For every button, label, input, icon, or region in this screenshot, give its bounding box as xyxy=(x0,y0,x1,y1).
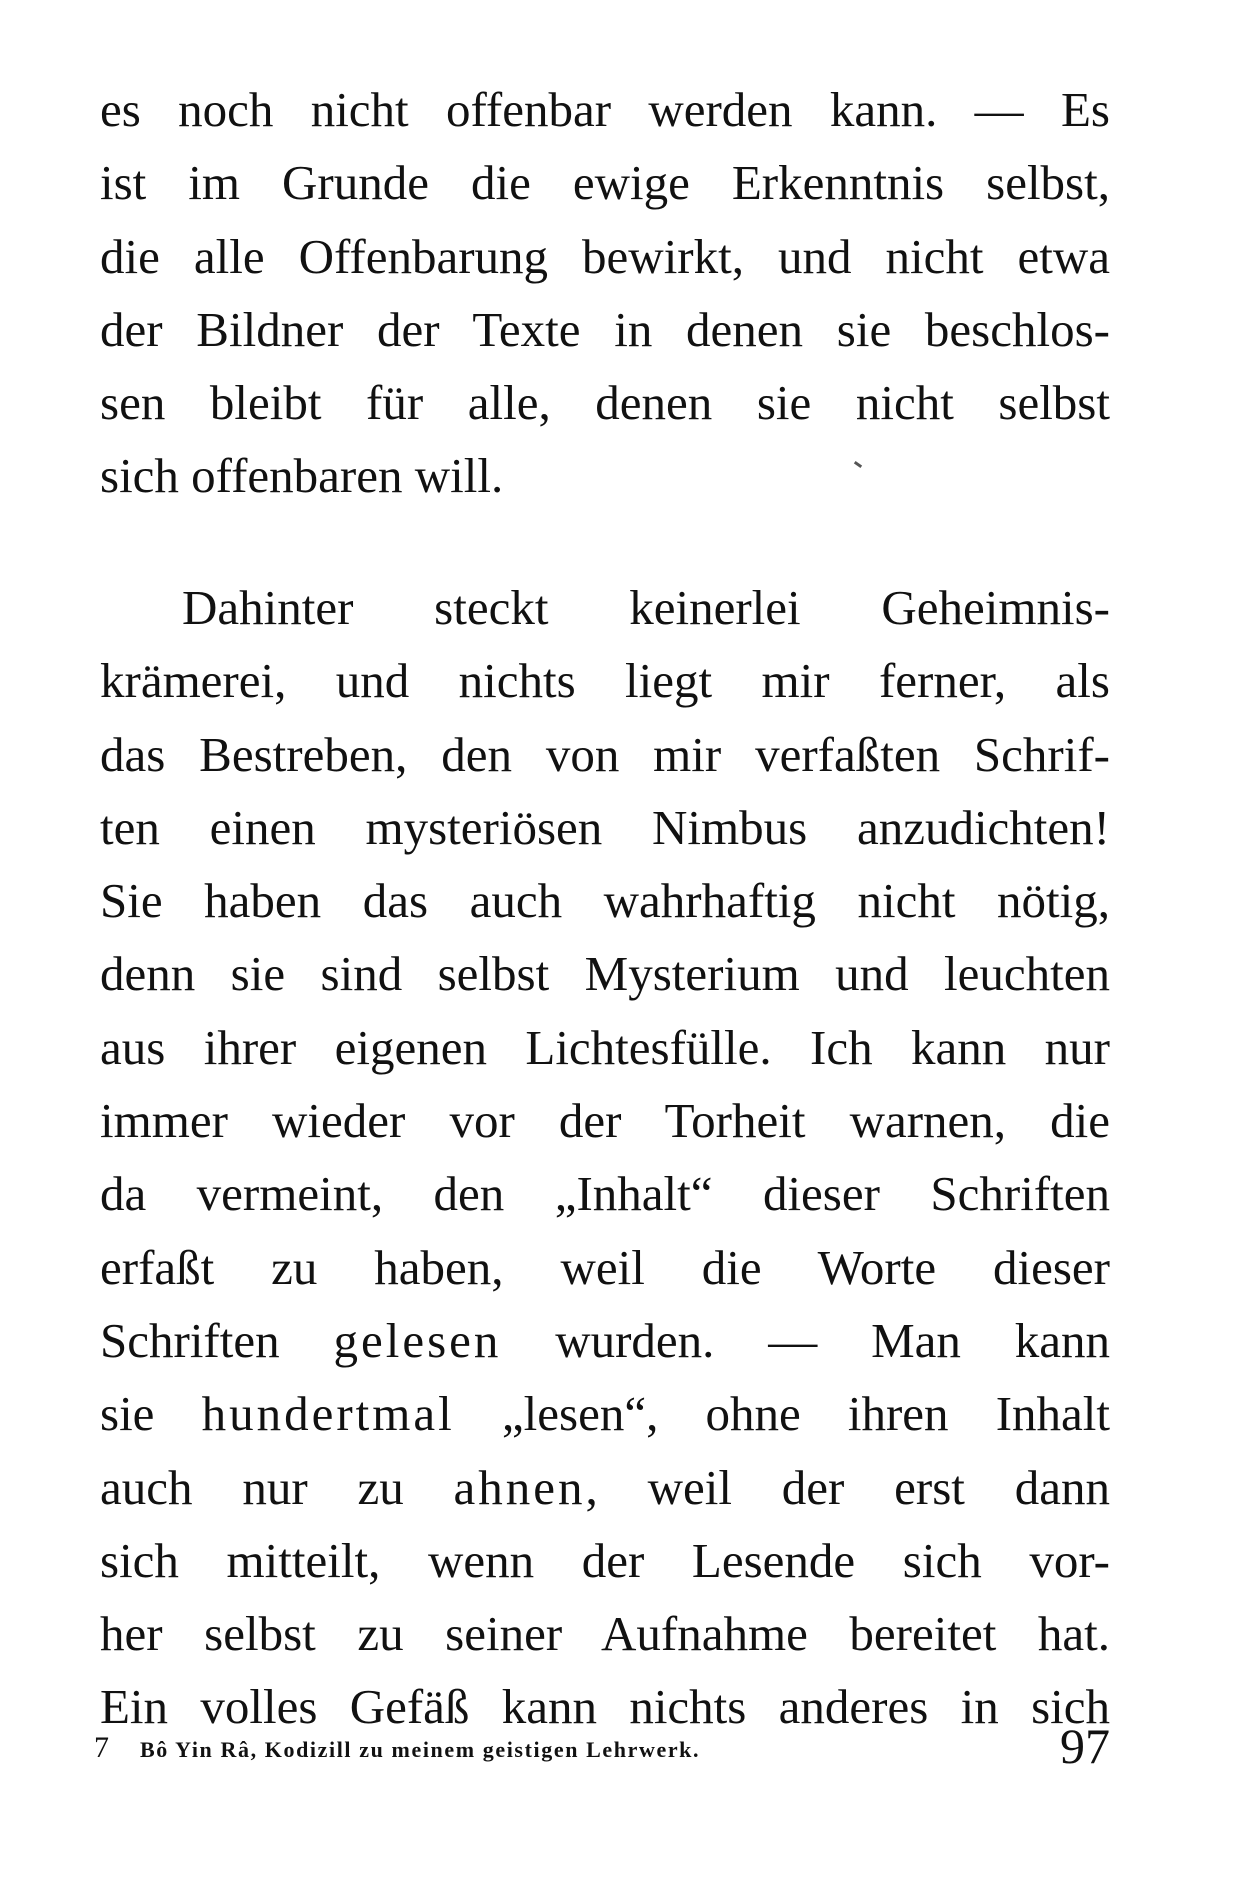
text-fragment: Schriften xyxy=(100,1312,334,1368)
text-line xyxy=(100,1377,1110,1450)
signature-title: Bô Yin Râ, Kodizill zu meinem geistigen Lehrwerk. xyxy=(140,1737,701,1762)
signature-mark: 7 xyxy=(94,1731,109,1764)
text-line: ist im Grunde die ewige Erkenntnis selbst, xyxy=(100,155,1110,211)
paragraph-2 xyxy=(100,571,1110,1744)
emphasized-word: gelesen xyxy=(333,1312,502,1368)
text-line: die alle Offenbarung bewirkt, und nicht etwa xyxy=(100,228,1110,284)
paragraph-1 xyxy=(100,73,1110,513)
text-line xyxy=(100,1304,1110,1377)
text-line: das Bestreben, den von mir verfaßten Schrif- xyxy=(100,726,1110,782)
text-line: immer wieder vor der Torheit warnen, die xyxy=(100,1093,1110,1149)
text-line: aus ihrer eigenen Lichtesfülle. Ich kann nur xyxy=(100,1019,1110,1075)
text-line: sich offenbaren will. xyxy=(100,448,504,504)
text-line: ten einen mysteriösen Nimbus anzudichten! xyxy=(100,799,1110,855)
text-line: Sie haben das auch wahrhaftig nicht nötig, xyxy=(100,873,1110,929)
text-line: Ein volles Gefäß kann nichts anderes in sich xyxy=(100,1679,1110,1735)
text-line: krämerei, und nichts liegt mir ferner, als xyxy=(100,653,1110,709)
text-fragment: , weil der erst dann xyxy=(585,1459,1110,1515)
text-line: es noch nicht offenbar werden kann. — Es xyxy=(100,82,1110,137)
page-footer xyxy=(94,1716,1110,1776)
text-line: sich mitteilt, wenn der Lesende sich vor- xyxy=(100,1532,1110,1588)
text-fragment: wurden. — Man kann xyxy=(501,1312,1110,1368)
text-fragment: sie xyxy=(100,1386,202,1442)
text-line: denn sie sind selbst Mysterium und leuchten xyxy=(100,946,1110,1002)
text-line: her selbst zu seiner Aufnahme bereitet hat. xyxy=(100,1606,1110,1662)
text-line: der Bildner der Texte in denen sie beschlos- xyxy=(100,301,1110,357)
text-line: Dahinter steckt keinerlei Geheimnis- xyxy=(182,580,1110,635)
emphasized-word: hundertmal xyxy=(201,1386,455,1442)
text-fragment: auch nur zu xyxy=(100,1459,454,1515)
text-line: da vermeint, den „Inhalt“ dieser Schriften xyxy=(100,1166,1110,1222)
text-line: erfaßt zu haben, weil die Worte dieser xyxy=(100,1239,1110,1295)
emphasized-word: ahnen xyxy=(453,1459,586,1515)
text-fragment: „lesen“, ohne ihren Inhalt xyxy=(454,1386,1110,1442)
text-line xyxy=(100,1451,1110,1524)
text-line: sen bleibt für alle, denen sie nicht selbst xyxy=(100,375,1110,431)
page-number: 97 xyxy=(1060,1718,1110,1774)
